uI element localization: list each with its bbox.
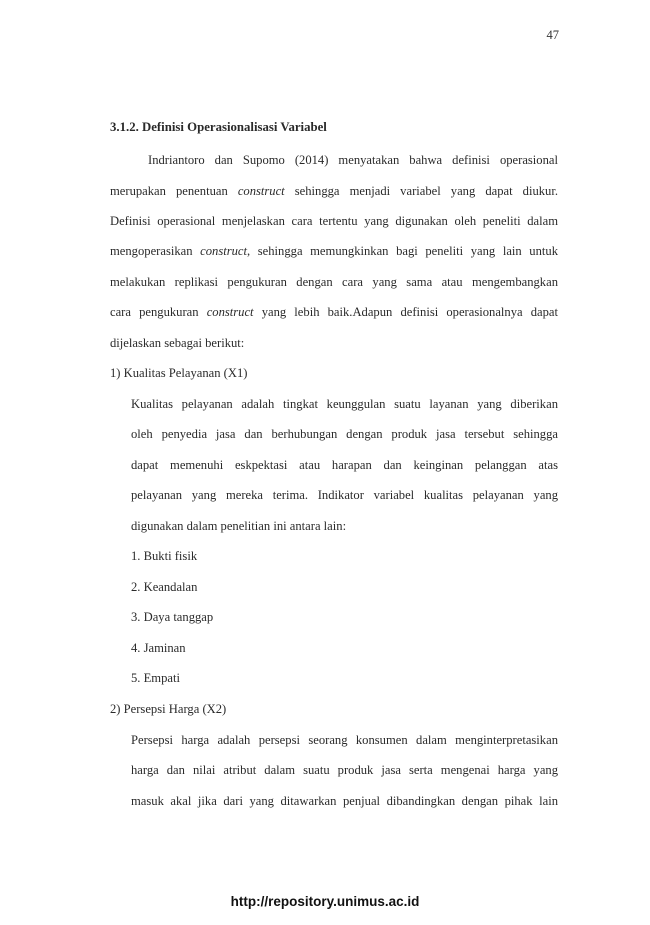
paragraph-line: dapat memenuhi eskpektasi atau harapan dan keinginan pelanggan atas	[131, 458, 558, 472]
paragraph-line: Indriantoro dan Supomo (2014) menyatakan bahwa definisi operasional	[148, 153, 558, 167]
variable-title: 2) Persepsi Harga (X2)	[110, 702, 227, 716]
paragraph-line: Kualitas pelayanan adalah tingkat keunggulan suatu layanan yang diberikan	[131, 397, 558, 411]
paragraph-line: dijelaskan sebagai berikut:	[110, 336, 245, 350]
indicator-item: 1. Bukti fisik	[131, 549, 198, 563]
paragraph-line: harga dan nilai atribut dalam suatu produk jasa serta mengenai harga yang	[131, 763, 558, 777]
paragraph-line: masuk akal jika dari yang ditawarkan penjual dibandingkan dengan pihak lain	[131, 794, 558, 808]
paragraph-line: melakukan replikasi pengukuran dengan cara yang sama atau mengembangkan	[110, 275, 558, 289]
paragraph-line: cara pengukuran construct yang lebih baik.Adapun definisi operasionalnya dapat	[110, 305, 558, 319]
repository-url: http://repository.unimus.ac.id	[230, 894, 420, 909]
paragraph-line: oleh penyedia jasa dan berhubungan dengan produk jasa tersebut sehingga	[131, 427, 558, 441]
paragraph-line: Definisi operasional menjelaskan cara tertentu yang digunakan oleh peneliti dalam	[110, 214, 558, 228]
indicator-item: 4. Jaminan	[131, 641, 186, 655]
paragraph-line: Persepsi harga adalah persepsi seorang konsumen dalam menginterpretasikan	[131, 733, 558, 747]
paragraph-line: merupakan penentuan construct sehingga menjadi variabel yang dapat diukur.	[110, 184, 558, 198]
paragraph-line: mengoperasikan construct, sehingga memungkinkan bagi peneliti yang lain untuk	[110, 244, 558, 258]
section-heading: 3.1.2. Definisi Operasionalisasi Variabel	[110, 120, 327, 134]
variable-title: 1) Kualitas Pelayanan (X1)	[110, 366, 248, 380]
paragraph-line: pelayanan yang mereka terima. Indikator variabel kualitas pelayanan yang	[131, 488, 558, 502]
paragraph-line: digunakan dalam penelitian ini antara lain:	[131, 519, 347, 533]
indicator-item: 3. Daya tanggap	[131, 610, 214, 624]
indicator-item: 5. Empati	[131, 671, 180, 685]
indicator-item: 2. Keandalan	[131, 580, 198, 594]
page-number: 47	[546, 28, 559, 42]
